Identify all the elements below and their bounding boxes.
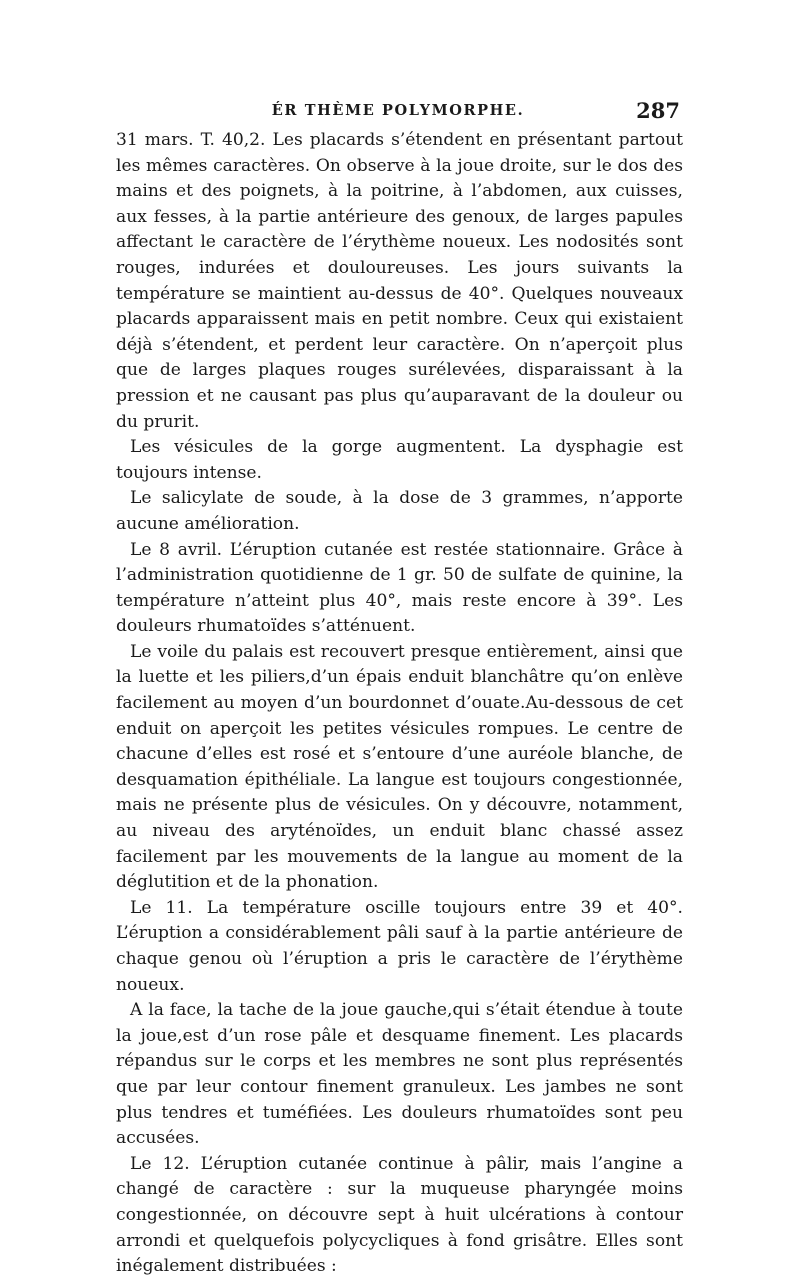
paragraph-8-avril: Le 8 avril. L’éruption cutanée est restée stationnaire. Grâce à l’administration quotidienne de 1 gr. 50 de sulfate de quinine, la température n’atteint plus 40°, mais reste encore à 39°. Les douleurs rhumatoïdes s’atténuent.: [116, 539, 683, 637]
paragraph-la-face: A la face, la tache de la joue gauche,qui s’était étendue à toute la joue,est d’un rose pâle et desquame finement. Les placards répandus sur le corps et les membres ne sont plus représentés que par leur contour finement granuleux. Les jambes ne sont plus tendres et tuméfiées. Les douleurs rhumatoïdes sont peu accusées.: [116, 1000, 683, 1149]
paragraph-31-mars: 31 mars. T. 40,2. Les placards s’étendent en présentant partout les mêmes caractères. On observe à la joue droite, sur le dos des mains et des poignets, à la poitrine, à l’abdomen, aux cuisses, aux fesses, à la partie antérieure des genoux, de larges papules affectant le caractère de l’érythème noueux. Les nodosités sont rouges, indurées et douloureuses. Les jours suivants la température se maintient au-dessus de 40°. Quelques nouveaux placards apparaissent mais en petit nombre. Ceux qui existaient déjà s’étendent, et perdent leur caractère. On n’aperçoit plus que de larges plaques rouges surélevées, disparaissant à la pression et ne causant pas plus qu’auparavant de la douleur ou du prurit.: [116, 130, 683, 432]
page-number: 287: [636, 98, 680, 123]
paragraph-le-11: Le 11. La température oscille toujours entre 39 et 40°. L’éruption a considérablement pâli sauf à la partie antérieure de chaque genou où l’éruption a pris le caractère de l’érythème noueux.: [116, 897, 683, 995]
paragraph-vesicules: Les vésicules de la gorge augmentent. La dysphagie est toujours intense.: [116, 437, 683, 483]
paragraph-voile-palais: Le voile du palais est recouvert presque entièrement, ainsi que la luette et les piliers,d’un épais enduit blanchâtre qu’on enlève facilement au moyen d’un bourdonnet d’ouate.Au-dessous de cet enduit on aperçoit les petites vésicules rompues. Le centre de chacune d’elles est rosé et s’entoure d’une auréole blanche, de desquamation épithéliale. La langue est toujours congestionnée, mais ne présente plus de vésicules. On y découvre, notamment, au niveau des aryténoïdes, un enduit blanc chassé assez facilement par les mouvements de la langue au moment de la déglutition et de la phonation.: [116, 641, 683, 893]
running-head: ÉR THÈME POLYMORPHE.: [271, 102, 525, 119]
page-header: [116, 98, 680, 126]
paragraph-salicylate: Le salicylate de soude, à la dose de 3 grammes, n’apporte aucune amélioration.: [116, 488, 683, 534]
body-text: [116, 128, 683, 1280]
paragraph-le-12: Le 12. L’éruption cutanée continue à pâlir, mais l’angine a changé de caractère : sur la muqueuse pharyngée moins congestionnée, on découvre sept à huit ulcérations à contour arrondi et quelquefois polycycliques à fond grisâtre. Elles sont inégalement distribuées :: [116, 1153, 683, 1277]
